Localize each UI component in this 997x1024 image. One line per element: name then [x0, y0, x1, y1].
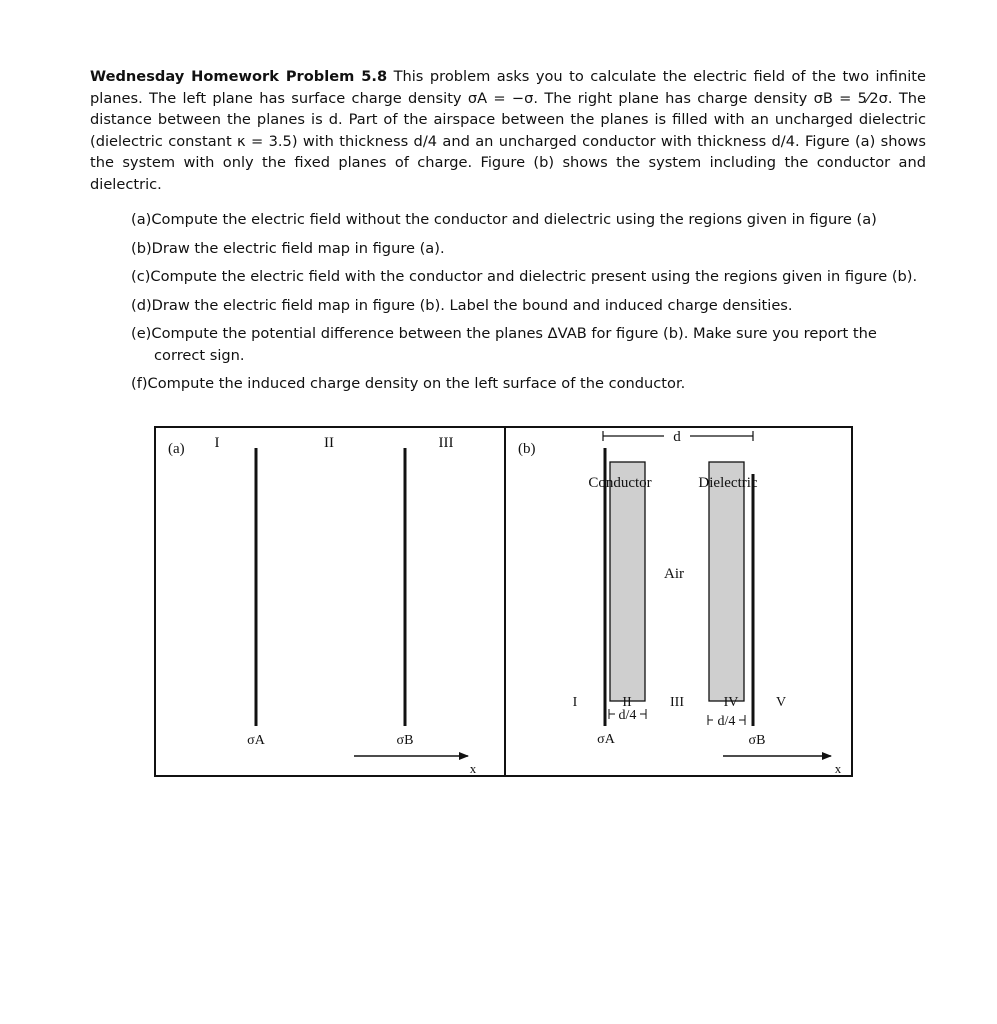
- part-text: Compute the induced charge density on the left surface of the conductor.: [147, 375, 686, 392]
- part-d: [131, 295, 927, 317]
- x-axis-label: x: [469, 761, 477, 776]
- sigma-b-label: σB: [396, 733, 414, 748]
- part-label: (b): [131, 240, 152, 257]
- region-label: III: [438, 435, 454, 451]
- figure-b-tag: (b): [518, 441, 536, 457]
- part-text: Draw the electric field map in figure (a).: [151, 240, 445, 257]
- x-axis-label: x: [834, 761, 842, 776]
- sigma-a-label: σA: [247, 733, 265, 748]
- part-label: (d): [131, 297, 152, 314]
- figure: [154, 426, 853, 777]
- dielectric-slab: [709, 462, 744, 701]
- part-label: (f): [131, 375, 148, 392]
- figure-b: [518, 429, 842, 776]
- region-label: I: [572, 695, 578, 710]
- part-text: Draw the electric field map in figure (b). Label the bound and induced charge densities.: [151, 297, 793, 314]
- problem-intro: This problem asks you to calculate the electric field of the two infinite planes. The left plane has surface charge density σA = −σ. The right plane has charge density σB = 5⁄2σ. The distance between the planes is d. Part of the airspace between the planes is filled with an uncharged dielectric (dielectric constant κ = 3.5) with thickness d/4 and an uncharged conductor with thickness d/4. Figure (a) shows the system with only the fixed planes of charge. Figure (b) shows the system including the conductor and dielectric.: [90, 68, 927, 193]
- air-label: Air: [664, 566, 684, 582]
- part-f: [131, 373, 927, 395]
- region-label: I: [214, 435, 220, 451]
- quarter-label-left: d/4: [618, 708, 637, 723]
- d-label: d: [673, 429, 681, 445]
- part-text: Compute the potential difference between the planes ΔVAB for figure (b). Make sure you report the: [151, 325, 877, 342]
- part-label: (c): [131, 268, 151, 285]
- sigma-a-label: σA: [597, 732, 615, 747]
- region-label: II: [324, 435, 334, 451]
- part-label: (a): [131, 211, 152, 228]
- problem-heading: Wednesday Homework Problem 5.8: [90, 68, 388, 85]
- part-text: Compute the electric field with the conductor and dielectric present using the regions given in figure (b).: [150, 268, 918, 285]
- part-label: (e): [131, 325, 152, 342]
- region-label: III: [670, 695, 684, 710]
- figure-a-tag: (a): [168, 441, 185, 457]
- part-a: [131, 209, 927, 231]
- dielectric-label: Dielectric: [698, 475, 758, 491]
- region-label: IV: [723, 695, 739, 710]
- region-label: V: [775, 695, 787, 710]
- conductor-slab: [610, 462, 645, 701]
- part-text: Compute the electric field without the conductor and dielectric using the regions given in figure (a): [151, 211, 877, 228]
- quarter-label-right: d/4: [717, 714, 736, 729]
- part-text-continued: correct sign.: [154, 346, 245, 364]
- problem-statement: [90, 66, 926, 196]
- part-e: [131, 323, 927, 366]
- conductor-label: Conductor: [588, 475, 652, 491]
- figure-a: [168, 435, 477, 776]
- sigma-b-label: σB: [748, 733, 766, 748]
- region-label: II: [622, 695, 632, 710]
- part-b: [131, 238, 927, 260]
- part-c: [131, 266, 927, 288]
